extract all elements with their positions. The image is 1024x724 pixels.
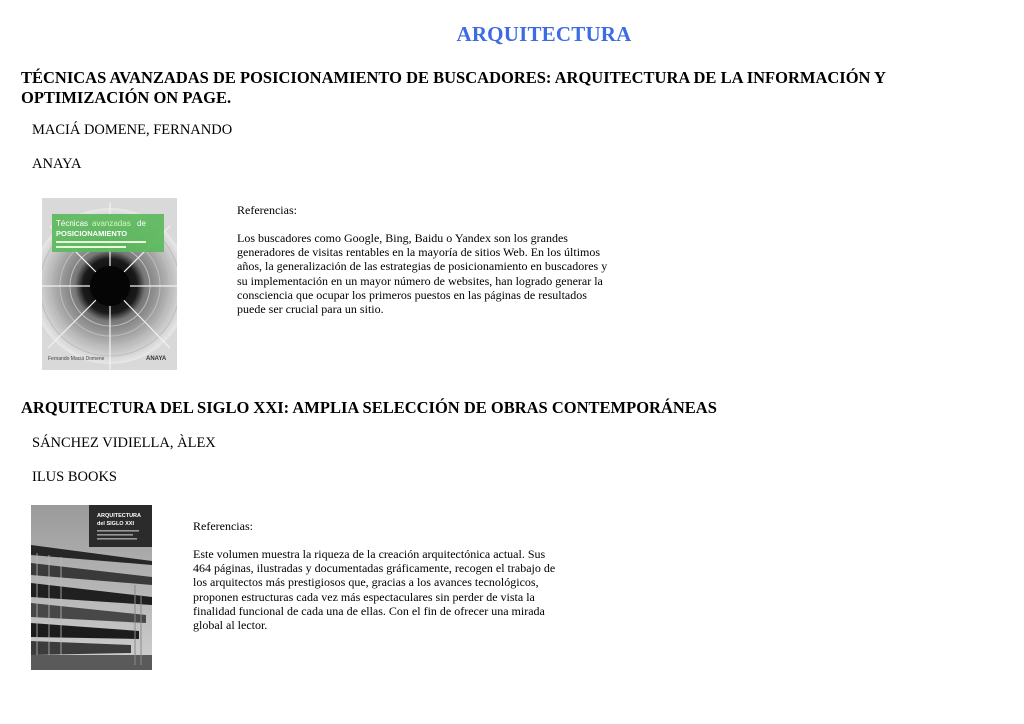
book-2-publisher: ILUS BOOKS	[32, 469, 117, 485]
book-1-publisher: ANAYA	[32, 156, 82, 172]
book-2-cover-title-2: del SIGLO XXI	[97, 521, 134, 527]
book-2-cover	[31, 505, 152, 670]
book-1-description: Los buscadores como Google, Bing, Baidu o Yandex son los grandes generadores de visitas rentables en la mayoría de sitios Web. En los últimos años, la generalización de las estrategias de posicionamiento en buscadores y su implementación en un mayor número de websites, han logrado generar la consciencia que ocupar los primeros puestos en las páginas de resultados puede ser crucial para un sitio.	[237, 231, 608, 317]
book-1-cover-publisher: ANAYA	[146, 356, 167, 362]
book-1-cover-author: Fernando Maciá Domene	[48, 356, 105, 362]
book-1-author: MACIÁ DOMENE, FERNANDO	[32, 122, 233, 138]
book-1-cover-title-b: avanzadas	[92, 219, 131, 228]
book-2-references-label: Referencias:	[193, 519, 253, 533]
book-1-title: TÉCNICAS AVANZADAS DE POSICIONAMIENTO DE BUSCADORES: ARQUITECTURA DE LA INFORMACIÓN Y OPTIMIZACIÓN ON PAGE.	[21, 68, 886, 107]
book-2-author: SÁNCHEZ VIDIELLA, ÀLEX	[32, 435, 216, 451]
book-2-title: ARQUITECTURA DEL SIGLO XXI: AMPLIA SELECCIÓN DE OBRAS CONTEMPORÁNEAS	[21, 398, 717, 417]
book-2-description: Este volumen muestra la riqueza de la creación arquitectónica actual. Sus 464 páginas, ilustradas y documentadas gráficamente, recogen el trabajo de los arquitectos más prestigiosos que, gracias a los avances tecnológicos, proponen estructuras cada vez más espectaculares sin perder de vista la finalidad funcional de cada una de ellas. Con el fin de ofrecer una mirada global al lector.	[193, 547, 556, 633]
book-1-cover-title-a: Técnicas	[56, 219, 89, 228]
book-1-cover-title-c: de	[137, 219, 146, 228]
book-1-references-label: Referencias:	[237, 203, 297, 217]
page-title: ARQUITECTURA	[456, 22, 632, 46]
book-1-cover	[42, 198, 177, 370]
book-2-cover-title-1: ARQUITECTURA	[97, 513, 141, 519]
book-1-cover-title-2: POSICIONAMIENTO	[56, 229, 128, 238]
